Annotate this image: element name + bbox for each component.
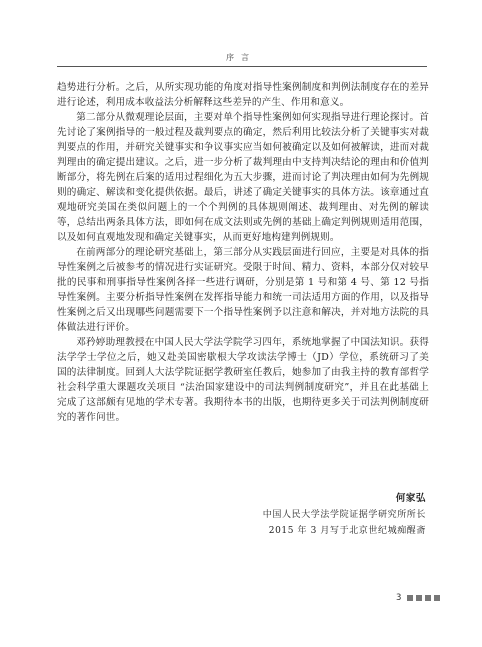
footer-square-icon xyxy=(416,595,422,601)
paragraph: 邓矜婷助理教授在中国人民大学法学院学习四年，系统地掌握了中国法知识。获得法学学士学位之后，她又赴美国密歇根大学攻读法学博士（JD）学位，系统研习了美国的法律制度。回到人大法学院证据学教研室任教后，她参加了由我主持的教育部哲学社会科学重大课题攻关项目 “法治国家建设中的司法判例制度研究”，并且在此基础上完成了这部颇有见地的学术专著。我期待本书的出版，也期待更多关于司法判例制度研究的著作问世。 xyxy=(57,337,429,423)
footer-square-icon xyxy=(425,595,431,601)
page-footer xyxy=(396,593,440,603)
signature-affiliation: 中国人民大学法学院证据学研究所所长 xyxy=(262,510,426,520)
footer-square-icon xyxy=(407,595,413,601)
body-text xyxy=(57,80,429,425)
page-number: 3 xyxy=(396,593,402,603)
paragraph: 第二部分从微观理论层面，主要对单个指导性案例如何实现指导进行理论探讨。首先讨论了案例指导的一般过程及裁判要点的确定，然后利用比较法分析了关键事实对裁判要点的作用，并研究关键事实和争议事实应当如何被确定以及如何被解读，进而对裁判理由的确定提出建议。之后，进一步分析了裁判理由中支持判决结论的理由和价值判断部分，将先例在后案的适用过程细化为五大步骤，进而讨论了判决理由如何为先例规则的确定、解读和变化提供依据。最后，讲述了确定关键事实的具体方法。该章通过直观地研究美国在类似问题上的一个个判例的具体规则阐述、裁判理由、对先例的解读等，总结出两条具体方法，即如何在成文法则或先例的基础上确定判例规则适用范围，以及如何直观地发现和确定关键事实，从而更好地构建判例规则。 xyxy=(57,112,429,243)
signature-name: 何家弘 xyxy=(395,493,426,504)
signature-date: 2015 年 3 月写于北京世纪城痴醒斋 xyxy=(268,526,426,536)
running-header: 序言 xyxy=(226,53,256,62)
footer-square-icon xyxy=(434,595,440,601)
paragraph-continued: 趋势进行分析。之后，从所实现功能的角度对指导性案例制度和判例法制度存在的差异进行论述，利用成本收益法分析解释这些差异的产生、作用和意义。 xyxy=(57,82,429,108)
header-rule xyxy=(57,66,427,67)
footer-decoration xyxy=(407,595,440,601)
paragraph: 在前两部分的理论研究基础上，第三部分从实践层面进行回应，主要是对具体的指导性案例之后被参考的情况进行实证研究。受限于时间、精力、资料，本部分仅对较早批的民事和刑事指导性案例各择一些进行调研，分别是第 1 号和第 4 号、第 12 号指导性案例。主要分析指导性案例在发挥指导能力和统一司法适用方面的作用，以及指导性案例之后又出现哪些问题需要下一个指导性案例予以注意和解决，并对地方法院的具体做法进行评价。 xyxy=(57,247,429,333)
